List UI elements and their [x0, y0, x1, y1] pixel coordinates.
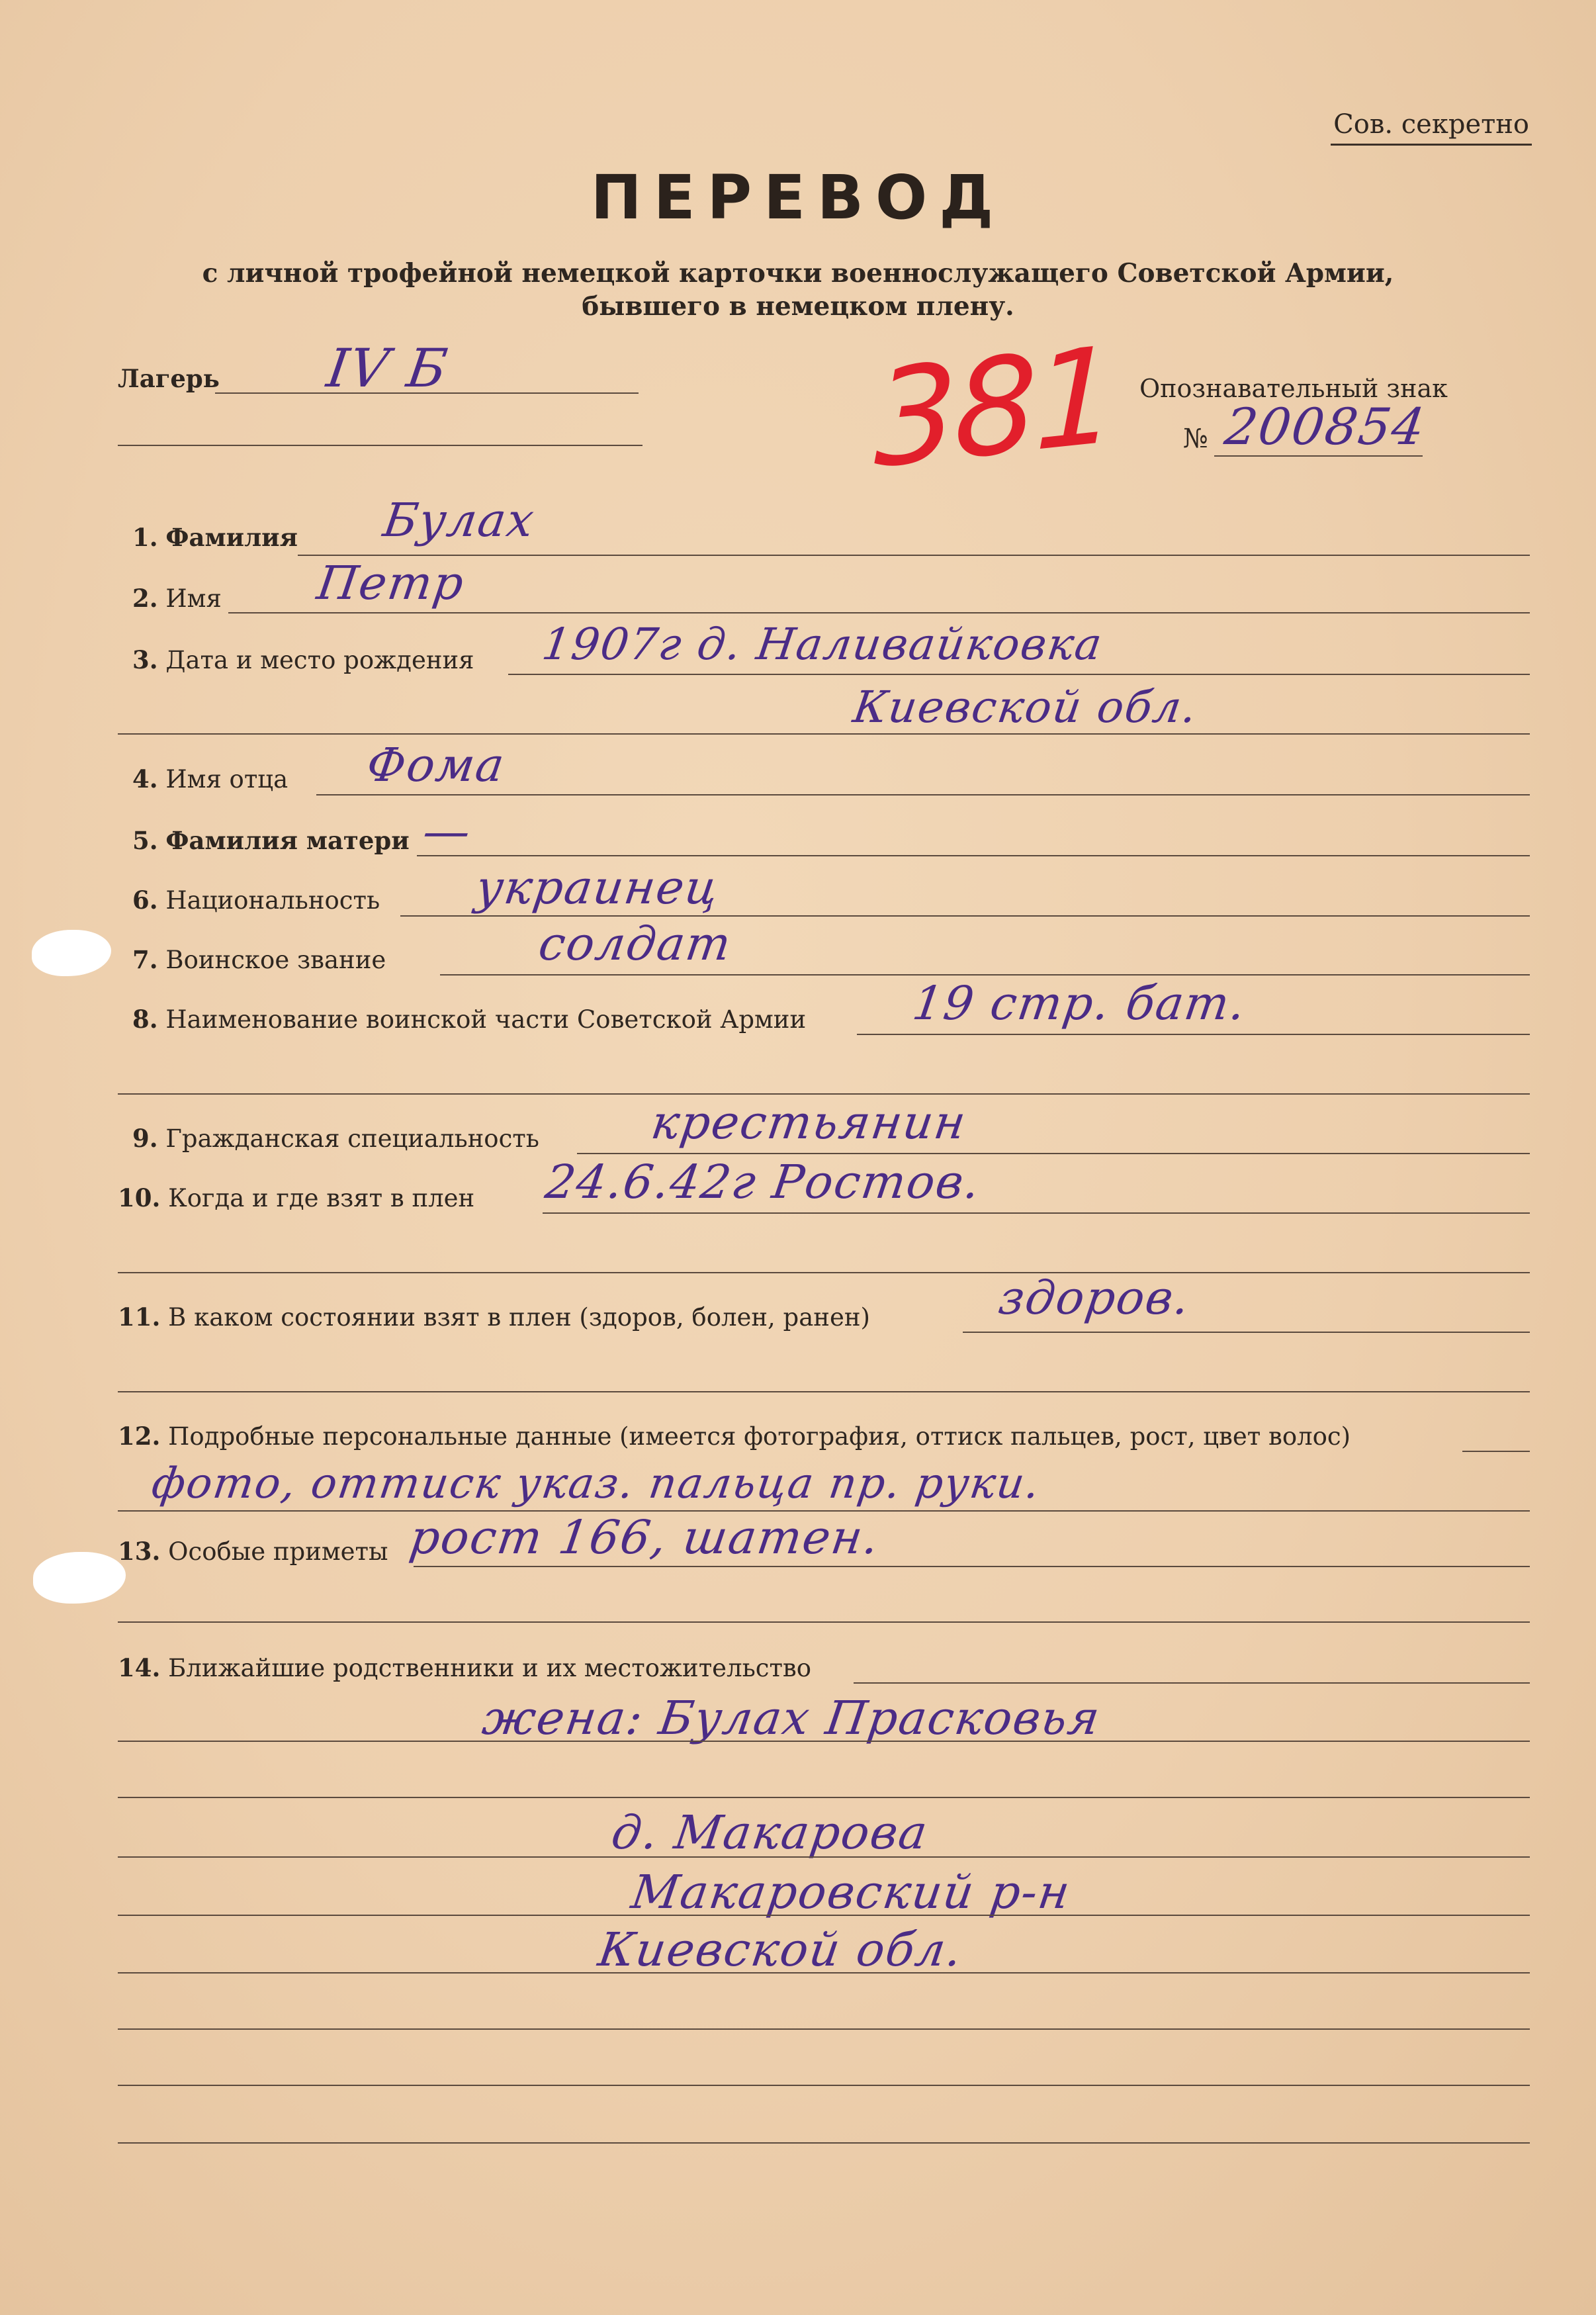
field-8-text: Наименование воинской части Советской Армии [165, 1005, 807, 1034]
field-5-value: — [420, 804, 475, 858]
field-6-number: 6. [132, 885, 158, 915]
field-9-number: 9. [132, 1124, 158, 1153]
field-6-text: Национальность [165, 886, 380, 915]
field-14-line-9 [118, 2142, 1530, 2144]
field-5-label [132, 826, 410, 855]
field-7-label [132, 945, 386, 974]
field-14-value-line1: жена: Булах Прасковья [479, 1691, 1104, 1745]
field-13-number: 13. [118, 1537, 161, 1566]
field-14-line-3 [118, 1797, 1530, 1798]
field-12-text: Подробные персональные данные (имеется фотография, оттиск пальцев, рост, цвет волос) [168, 1422, 1351, 1451]
field-7-line [440, 974, 1530, 976]
field-14-text: Ближайшие родственники и их местожительство [168, 1654, 812, 1682]
field-8-line [857, 1034, 1530, 1035]
field-14-value-line2: д. Макарова [608, 1805, 932, 1860]
field-13-line-2 [118, 1621, 1530, 1623]
classification-stamp [1331, 109, 1532, 146]
field-9-label [132, 1124, 539, 1153]
field-13-value: рост 166, шатен. [406, 1510, 883, 1565]
field-7-text: Воинское звание [165, 946, 386, 974]
field-14-line-4 [118, 1856, 1530, 1858]
field-11-label [118, 1302, 870, 1332]
field-2-number: 2. [132, 584, 158, 613]
field-3-number: 3. [132, 645, 158, 674]
red-handwritten-number: 381 [873, 318, 1114, 498]
field-7-value: солдат [535, 917, 736, 971]
field-11-number: 11. [118, 1302, 161, 1332]
field-13-text: Особые приметы [168, 1537, 388, 1566]
field-10-number: 10. [118, 1183, 161, 1212]
field-1-number: 1. [132, 523, 158, 552]
field-14-value-line3: Макаровский р-н [628, 1865, 1075, 1919]
camp-label: Лагерь [118, 364, 220, 393]
field-8-line-2 [118, 1093, 1530, 1095]
field-3-line [508, 674, 1530, 675]
field-14-line-8 [118, 2085, 1530, 2086]
field-1-line [298, 555, 1530, 556]
torn-hole-bottom [33, 1552, 126, 1604]
field-11-text: В каком состоянии взят в плен (здоров, болен, ранен) [168, 1303, 870, 1332]
field-12-line [1462, 1451, 1530, 1452]
id-tag-label: Опознавательный знак [1139, 374, 1448, 403]
field-11-line [963, 1332, 1530, 1333]
field-3-value-2: Киевской обл. [850, 682, 1202, 733]
field-10-value: 24.6.42г Ростов. [542, 1155, 985, 1209]
field-4-value: Фома [363, 738, 509, 792]
field-10-text: Когда и где взят в плен [168, 1184, 475, 1212]
field-2-text: Имя [165, 584, 222, 613]
field-3-line-2 [118, 733, 1530, 735]
field-14-label [118, 1653, 811, 1682]
camp-line-2 [118, 445, 643, 446]
field-14-line-6 [118, 1972, 1530, 1974]
field-1-value: Булах [380, 493, 539, 547]
document-subtitle-line1: с личной трофейной немецкой карточки военнослужащего Советской Армии, [202, 258, 1394, 289]
field-9-text: Гражданская специальность [165, 1124, 539, 1153]
field-14-line-2 [118, 1741, 1530, 1742]
field-10-line [543, 1212, 1530, 1214]
field-11-line-2 [118, 1391, 1530, 1392]
field-12-label [118, 1422, 1351, 1451]
field-1-text: Фамилия [165, 523, 298, 552]
field-10-line-2 [118, 1272, 1530, 1273]
field-1-label [132, 523, 298, 552]
field-5-text: Фамилия матери [165, 826, 410, 855]
document-title: ПЕРЕВОД [590, 162, 1006, 233]
field-5-line [417, 855, 1530, 856]
torn-hole-top [32, 930, 111, 976]
field-13-label [118, 1537, 388, 1566]
field-9-value: крестьянин [648, 1095, 971, 1150]
field-6-value: украинец [472, 860, 723, 915]
document-subtitle-line2: бывшего в немецком плену. [582, 291, 1014, 322]
field-6-label [132, 885, 380, 915]
field-4-label [132, 764, 288, 794]
field-3-value: 1907г д. Наливайковка [539, 619, 1106, 670]
field-3-text: Дата и место рождения [165, 646, 474, 674]
field-2-line [228, 612, 1530, 613]
field-9-line [577, 1153, 1530, 1154]
camp-value: IV Б [323, 338, 453, 399]
field-7-number: 7. [132, 945, 158, 974]
field-4-text: Имя отца [165, 765, 288, 794]
field-14-line-7 [118, 2028, 1530, 2030]
field-12-value: фото, оттиск указ. пальца пр. руки. [148, 1459, 1044, 1508]
field-2-value: Петр [314, 556, 468, 610]
id-tag-value: 200854 [1221, 397, 1430, 456]
field-10-label [118, 1183, 474, 1212]
field-2-label [132, 584, 222, 613]
id-tag-number-prefix: № [1183, 424, 1208, 454]
field-8-number: 8. [132, 1005, 158, 1034]
field-11-value: здоров. [995, 1271, 1194, 1325]
field-8-value: 19 стр. бат. [909, 976, 1251, 1030]
field-14-line-5 [118, 1915, 1530, 1916]
classification-text: Сов. секретно [1333, 109, 1529, 140]
field-4-line [316, 794, 1530, 795]
field-13-line [414, 1566, 1530, 1567]
field-8-label [132, 1005, 806, 1034]
field-4-number: 4. [132, 764, 158, 794]
field-5-number: 5. [132, 826, 158, 855]
field-3-label [132, 645, 474, 674]
field-14-value-line4: Киевской обл. [595, 1923, 967, 1977]
field-12-number: 12. [118, 1422, 161, 1451]
field-14-number: 14. [118, 1653, 161, 1682]
field-14-line [854, 1682, 1530, 1684]
